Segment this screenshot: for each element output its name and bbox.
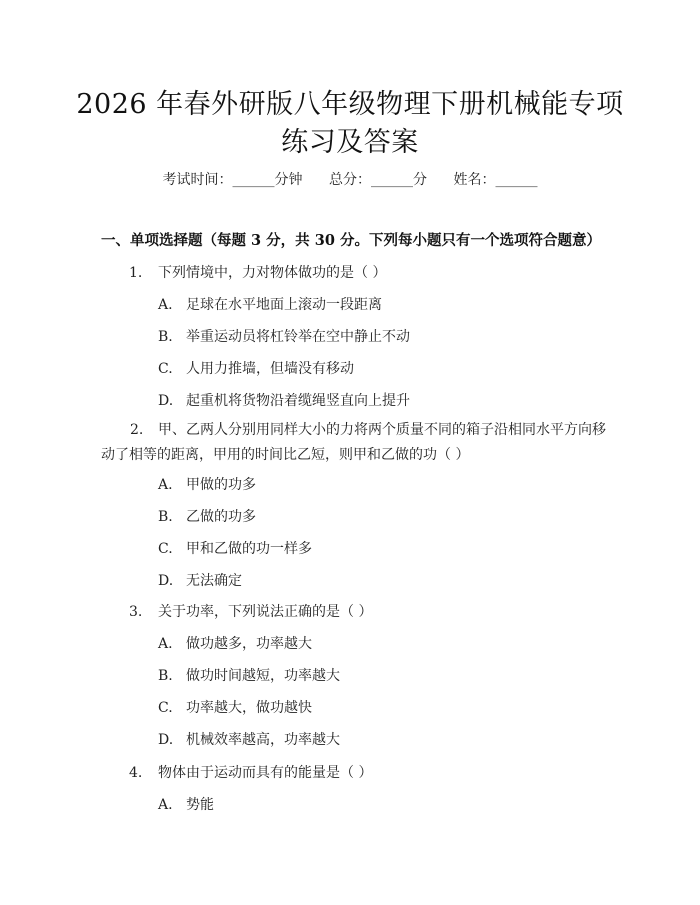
question-1 <box>129 262 386 282</box>
option-2c <box>158 538 312 558</box>
document-title-line-2: 练习及答案 <box>281 127 419 158</box>
option-letter: C. <box>158 700 173 716</box>
option-letter: D. <box>158 393 174 409</box>
option-1b <box>158 326 410 346</box>
document-title-line-1: 2026 年春外研版八年级物理下册机械能专项 <box>76 89 624 120</box>
option-1a <box>158 294 382 314</box>
question-text: 甲、乙两人分别用同样大小的力将两个质量不同的箱子沿相同水平方向移动了相等的距离，甲用的时间比乙短，则甲和乙做的功（ ） <box>101 422 606 463</box>
option-text: 机械效率越高，功率越大 <box>186 732 340 748</box>
option-letter: C. <box>158 541 173 557</box>
option-text: 甲和乙做的功一样多 <box>186 541 312 557</box>
option-3d <box>158 729 340 749</box>
option-text: 举重运动员将杠铃举在空中静止不动 <box>186 329 410 345</box>
option-1c <box>158 358 354 378</box>
option-text: 势能 <box>186 797 214 813</box>
option-text: 功率越大，做功越快 <box>186 700 312 716</box>
question-number: 1. <box>129 265 143 281</box>
option-text: 足球在水平地面上滚动一段距离 <box>186 297 382 313</box>
question-3 <box>129 601 372 621</box>
option-letter: B. <box>158 509 173 525</box>
option-3c <box>158 697 312 717</box>
option-letter: A. <box>158 797 173 813</box>
total-score-field: 总分：______分 <box>329 172 427 188</box>
question-text: 下列情境中，力对物体做功的是（ ） <box>158 265 387 281</box>
option-text: 起重机将货物沿着缆绳竖直向上提升 <box>186 393 410 409</box>
student-name-field: 姓名：______ <box>453 172 538 188</box>
option-text: 人用力推墙，但墙没有移动 <box>186 361 354 377</box>
option-text: 甲做的功多 <box>186 477 256 493</box>
option-3b <box>158 665 340 685</box>
option-2a <box>158 474 256 494</box>
option-letter: B. <box>158 329 173 345</box>
exam-time-field: 考试时间：______分钟 <box>162 172 303 188</box>
option-letter: A. <box>158 636 173 652</box>
section-heading: 一、单项选择题（每题 3 分，共 30 分。下列每小题只有一个选项符合题意） <box>101 232 601 249</box>
option-letter: D. <box>158 732 174 748</box>
question-text: 物体由于运动而具有的能量是（ ） <box>158 765 373 781</box>
question-number: 4. <box>129 765 143 781</box>
option-text: 乙做的功多 <box>186 509 256 525</box>
option-letter: C. <box>158 361 173 377</box>
question-text: 关于功率，下列说法正确的是（ ） <box>158 604 373 620</box>
option-4a <box>158 794 214 814</box>
question-number: 3. <box>129 604 143 620</box>
option-letter: B. <box>158 668 173 684</box>
exam-info-line <box>0 169 700 189</box>
option-2b <box>158 506 256 526</box>
option-text: 做功越多，功率越大 <box>186 636 312 652</box>
option-text: 做功时间越短，功率越大 <box>186 668 340 684</box>
option-letter: A. <box>158 477 173 493</box>
option-2d <box>158 570 242 590</box>
option-text: 无法确定 <box>186 573 242 589</box>
question-number: 2. <box>130 422 144 438</box>
option-letter: A. <box>158 297 173 313</box>
option-3a <box>158 633 312 653</box>
option-letter: D. <box>158 573 174 589</box>
question-4 <box>129 762 372 782</box>
option-1d <box>158 390 410 410</box>
question-2 <box>101 418 609 468</box>
